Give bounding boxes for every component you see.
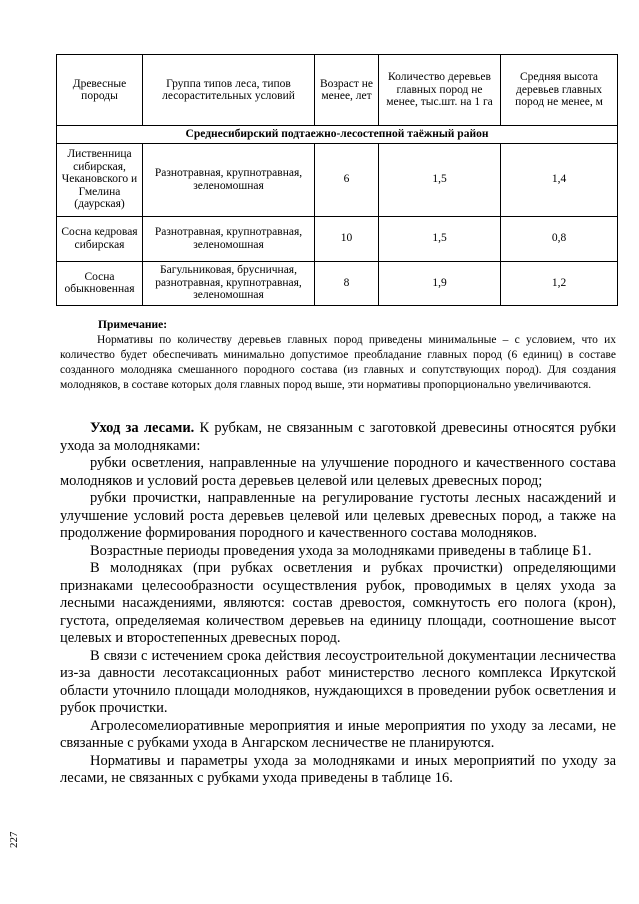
header-age: Возраст не менее, лет (315, 55, 379, 126)
region-row (57, 126, 618, 144)
cell-tree-count: 1,5 (379, 143, 501, 216)
cell-forest-type: Багульниковая, брусничная, разнотравная, крупнотравная, зеленомошная (143, 261, 315, 305)
cell-species: Сосна кедровая сибирская (57, 216, 143, 261)
paragraph: рубки прочистки, направленные на регулирование густоты лесных насаждений и улучшение условий роста деревьев целевой или целевых древесных пород, а также на продолжение формирования породного и качественного состава молодняков. (60, 490, 616, 541)
cell-age: 8 (315, 261, 379, 305)
cell-age: 10 (315, 216, 379, 261)
cell-species: Лиственница сибирская, Чекановского и Гмелина (даурская) (57, 143, 143, 216)
paragraph: Возрастные периоды проведения ухода за молодняками приведены в таблице Б1. (90, 542, 592, 559)
cell-forest-type: Разнотравная, крупнотравная, зеленомошная (143, 216, 315, 261)
cell-age: 6 (315, 143, 379, 216)
cell-height: 1,2 (501, 261, 618, 305)
table-header-row (57, 55, 618, 126)
paragraph: Нормативы и параметры ухода за молодняками и иных мероприятий по уходу за лесами, не связанных с рубками ухода приведены в таблице 16. (60, 752, 616, 786)
cell-tree-count: 1,9 (379, 261, 501, 305)
cell-tree-count: 1,5 (379, 216, 501, 261)
cell-forest-type: Разнотравная, крупнотравная, зеленомошная (143, 143, 315, 216)
paragraph-intro (60, 420, 616, 455)
paragraph: Агролесомелиоративные мероприятия и иные мероприятия по уходу за лесами, не связанные с рубками ухода в Ангарском лесничестве не планируются. (60, 717, 616, 751)
note-text: Нормативы по количеству деревьев главных пород приведены минимальные – с условием, что их количество будет обеспечивать минимально допустимое преобладание главных пород (6 единиц) в составе созданного молодняка смешанного породного состава (из главных и сопутствующих пород). Для создания молодняков, в составе которых доля главных пород выше, эти нормативы пропорционально увеличиваются. (60, 334, 616, 391)
paragraph: В связи с истечением срока действия лесоустроительной документации лесничества из-за давности лесотаксационных работ министерство лесного комплекса Иркутской области уточнило площади молодняков, нуждающихся в проведении рубок осветления и рубок прочистки. (60, 647, 616, 716)
region-label: Среднесибирский подтаежно-лесостепной таёжный район (57, 126, 618, 144)
forest-standards-table (56, 54, 618, 306)
cell-species: Сосна обыкновенная (57, 261, 143, 305)
main-text (60, 420, 616, 788)
table-row (57, 143, 618, 216)
page-number: 227 (8, 831, 20, 848)
table-row (57, 261, 618, 305)
paragraph: рубки осветления, направленные на улучшение породного и качественного состава молодняков и условий роста деревьев целевой или целевых древесных пород; (60, 455, 616, 489)
table-row (57, 216, 618, 261)
paragraph-intro-text: К рубкам, не связанным с заготовкой древесины относятся рубки ухода за молодняками: (60, 420, 616, 454)
cell-height: 0,8 (501, 216, 618, 261)
header-species: Древесные породы (57, 55, 143, 126)
cell-height: 1,4 (501, 143, 618, 216)
header-forest-type: Группа типов леса, типов лесорастительных условий (143, 55, 315, 126)
header-tree-count: Количество деревьев главных пород не менее, тыс.шт. на 1 га (379, 55, 501, 126)
section-heading: Уход за лесами. (90, 420, 195, 436)
paragraph: В молодняках (при рубках осветления и рубках прочистки) определяющими признаками целесообразности осуществления рубок, проводимых в целях ухода за лесными насаждениями, являются: состав древостоя, сомкнутость его полога (крон), густота, определяемая количеством деревьев на единицу площади, соотношение высот целевых и второстепенных древесных пород. (60, 560, 616, 646)
header-height: Средняя высота деревьев главных пород не менее, м (501, 55, 618, 126)
note-title: Примечание: (98, 319, 168, 331)
